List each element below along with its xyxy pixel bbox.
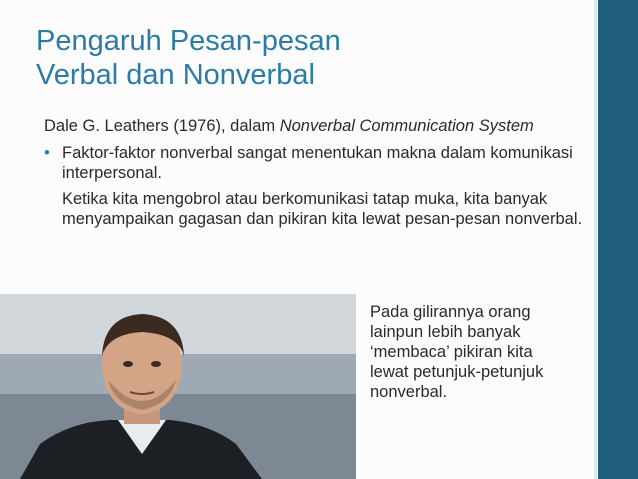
bullet-icon: • [44, 144, 50, 162]
slide-title [36, 24, 576, 92]
author-prefix: Dale G. Leathers (1976), dalam [44, 117, 280, 135]
portrait-photo [0, 294, 356, 479]
title-line-1: Pengaruh Pesan-pesan [36, 25, 341, 57]
bullet-item [44, 143, 584, 183]
sidebar-divider [594, 0, 597, 479]
book-title: Nonverbal Communication System [279, 117, 534, 135]
bullet-text: Faktor-faktor nonverbal sangat menentukan makna dalam komunikasi interpersonal. [62, 144, 573, 182]
portrait-illustration [0, 294, 356, 479]
decorative-sidebar [598, 0, 638, 479]
author-citation [44, 116, 584, 136]
side-paragraph: Pada gilirannya orang lainpun lebih banyak ‘membaca’ pikiran kita lewat petunjuk-petunjuk nonverbal. [370, 303, 544, 401]
body-content [44, 116, 584, 229]
sub-paragraph: Ketika kita mengobrol atau berkomunikasi tatap muka, kita banyak menyampaikan gagasan dan pikiran kita lewat pesan-pesan nonverbal. [62, 190, 583, 228]
title-line-2: Verbal dan Nonverbal [36, 59, 315, 91]
